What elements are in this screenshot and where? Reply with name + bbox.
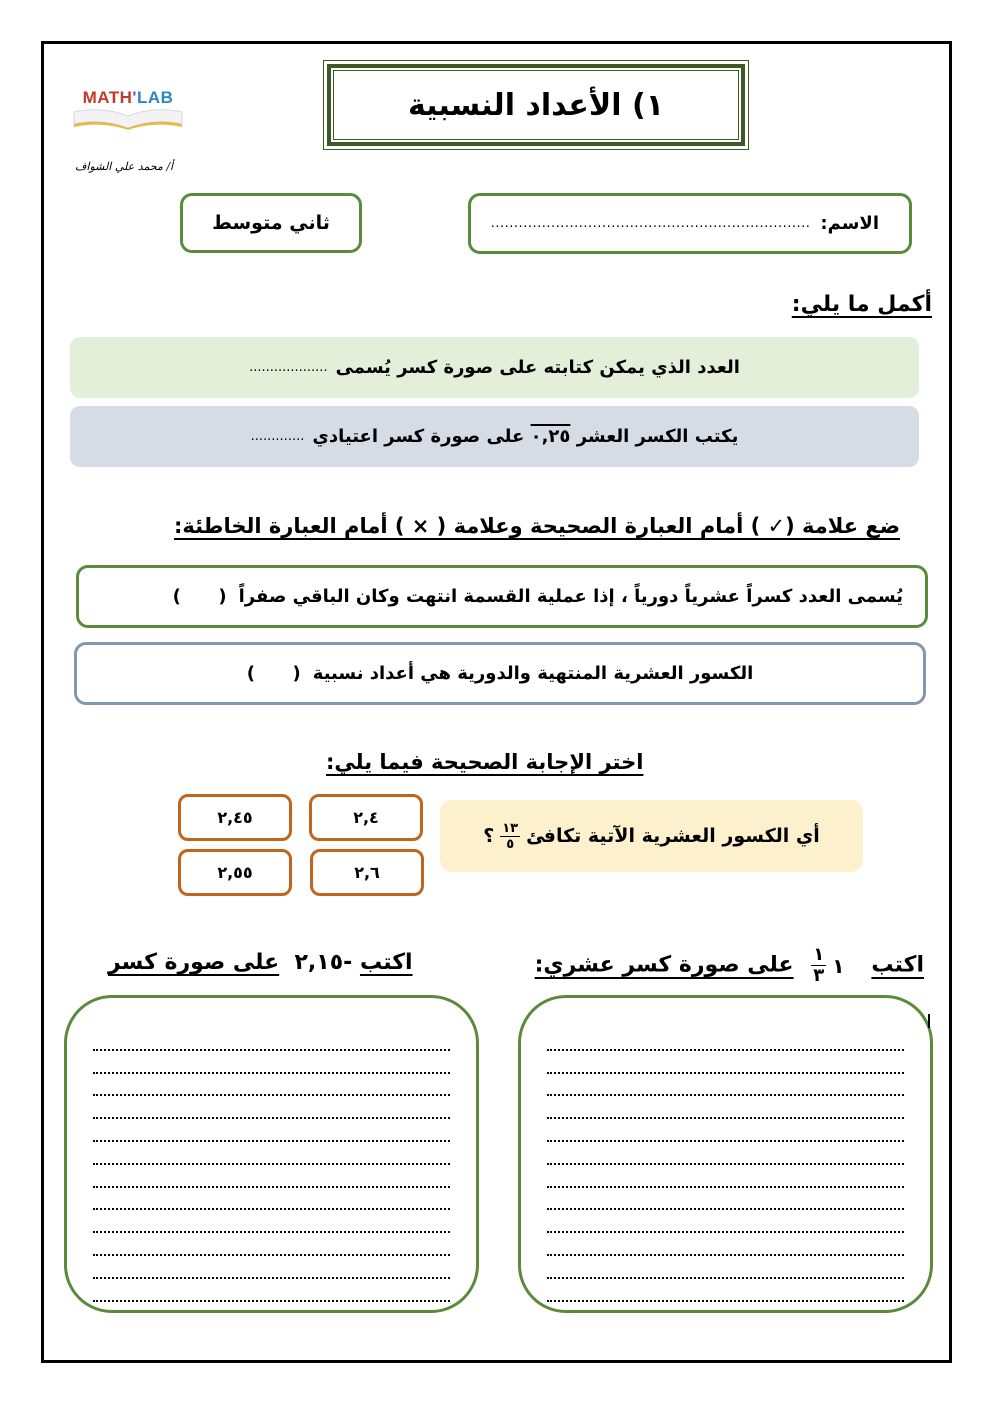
question-fraction xyxy=(500,822,520,851)
true-false-item-2 xyxy=(74,642,926,705)
write-value: -٢,١٥ xyxy=(294,950,353,975)
question-mark: ؟ xyxy=(483,825,495,847)
mcq-option-3[interactable]: ٢,٦ xyxy=(310,849,424,896)
logo-text-lab: LAB xyxy=(136,88,174,107)
statement-text: الكسور العشرية المنتهية والدورية هي أعداد نسبية xyxy=(312,663,754,684)
true-false-heading: ضع علامة (✓ ) أمام العبارة الصحيحة وعلامة ( × ) أمام العبارة الخاطئة: xyxy=(173,514,900,538)
true-false-item-1 xyxy=(76,565,928,628)
answer-box-right[interactable] xyxy=(518,995,933,1313)
mixed-whole: ١ xyxy=(832,953,845,978)
write-prefix: اكتب xyxy=(871,952,924,978)
dotted-writing-line[interactable] xyxy=(547,1051,904,1074)
fraction-denominator: ٥ xyxy=(506,836,515,852)
mcq-option-2[interactable]: ٢,٤٥ xyxy=(178,794,292,841)
math-lab-logo xyxy=(68,64,188,136)
write-heading-right xyxy=(535,946,924,985)
complete-heading: أكمل ما يلي: xyxy=(791,292,932,317)
mixed-fraction xyxy=(811,946,826,985)
answer-blank[interactable]: ( ) xyxy=(172,586,227,607)
write-prefix: اكتب xyxy=(359,950,413,975)
open-book-icon xyxy=(72,108,184,130)
answer-box-left[interactable] xyxy=(64,995,479,1313)
dotted-writing-line[interactable] xyxy=(93,1051,450,1074)
dotted-writing-line[interactable] xyxy=(547,1165,904,1188)
stray-mark xyxy=(928,1014,930,1028)
dotted-writing-line[interactable] xyxy=(93,1188,450,1211)
title-box xyxy=(327,64,745,146)
fill-item-text-after: على صورة كسر اعتيادي xyxy=(312,426,525,447)
mixed-denominator: ٣ xyxy=(813,965,825,986)
mcq-option-1[interactable]: ٢,٤ xyxy=(309,794,423,841)
dotted-writing-line[interactable] xyxy=(93,1074,450,1097)
mcq-heading: اختر الإجابة الصحيحة فيما يلي: xyxy=(326,750,644,774)
logo-text-math: MATH xyxy=(82,88,133,107)
write-suffix: على صورة كسر عشري: xyxy=(534,952,794,978)
mixed-numerator: ١ xyxy=(813,944,825,965)
name-label: الاسم: xyxy=(820,213,879,234)
name-blank[interactable]: ..................................................................... xyxy=(490,216,811,231)
repeating-decimal: ٠,٢٥ xyxy=(530,426,571,447)
dotted-writing-line[interactable] xyxy=(547,1188,904,1211)
fill-item-blank[interactable]: ............. xyxy=(250,429,305,444)
dotted-writing-line[interactable] xyxy=(547,1096,904,1119)
dotted-writing-line[interactable] xyxy=(547,1256,904,1279)
dotted-writing-line[interactable] xyxy=(547,1279,904,1302)
question-text: أي الكسور العشرية الآتية تكافئ xyxy=(526,825,820,847)
grade-label: ثاني متوسط xyxy=(212,212,330,234)
dotted-writing-line[interactable] xyxy=(547,1142,904,1165)
author-name: أ/ محمد علي الشواف xyxy=(75,160,174,173)
dotted-writing-line[interactable] xyxy=(93,1028,450,1051)
dotted-writing-line[interactable] xyxy=(547,1233,904,1256)
dotted-writing-line[interactable] xyxy=(93,1210,450,1233)
dotted-writing-line[interactable] xyxy=(93,1165,450,1188)
dotted-writing-line[interactable] xyxy=(547,1210,904,1233)
fill-item-blank[interactable]: ................... xyxy=(249,360,328,375)
fraction-numerator: ١٣ xyxy=(502,820,519,836)
page-title: ١) الأعداد النسبية xyxy=(407,87,665,123)
mixed-number xyxy=(805,946,844,985)
fill-item-text: العدد الذي يمكن كتابته على صورة كسر يُسمى xyxy=(335,357,740,378)
dotted-writing-line[interactable] xyxy=(547,1028,904,1051)
dotted-writing-line[interactable] xyxy=(93,1142,450,1165)
write-heading-left xyxy=(108,950,413,975)
fill-item-text-before: يكتب الكسر العشر xyxy=(576,426,739,447)
dotted-writing-line[interactable] xyxy=(93,1279,450,1302)
dotted-writing-line[interactable] xyxy=(93,1256,450,1279)
logo-text-apostrophe: ' xyxy=(132,88,137,107)
grade-box xyxy=(180,193,362,253)
mcq-question xyxy=(440,800,863,872)
logo-text xyxy=(68,88,188,108)
dotted-writing-line[interactable] xyxy=(93,1119,450,1142)
dotted-writing-line[interactable] xyxy=(547,1119,904,1142)
fill-item-2 xyxy=(70,406,919,467)
answer-blank[interactable]: ( ) xyxy=(246,663,301,684)
write-suffix: على صورة كسر xyxy=(108,950,280,975)
fill-item-1 xyxy=(70,337,919,398)
mcq-option-4[interactable]: ٢,٥٥ xyxy=(178,849,292,896)
dotted-writing-line[interactable] xyxy=(93,1096,450,1119)
name-field[interactable] xyxy=(468,193,912,254)
dotted-writing-line[interactable] xyxy=(547,1074,904,1097)
statement-text: يُسمى العدد كسراً عشرياً دورياً ، إذا عملية القسمة انتهت وكان الباقي صفراً xyxy=(238,586,903,607)
dotted-writing-line[interactable] xyxy=(93,1233,450,1256)
